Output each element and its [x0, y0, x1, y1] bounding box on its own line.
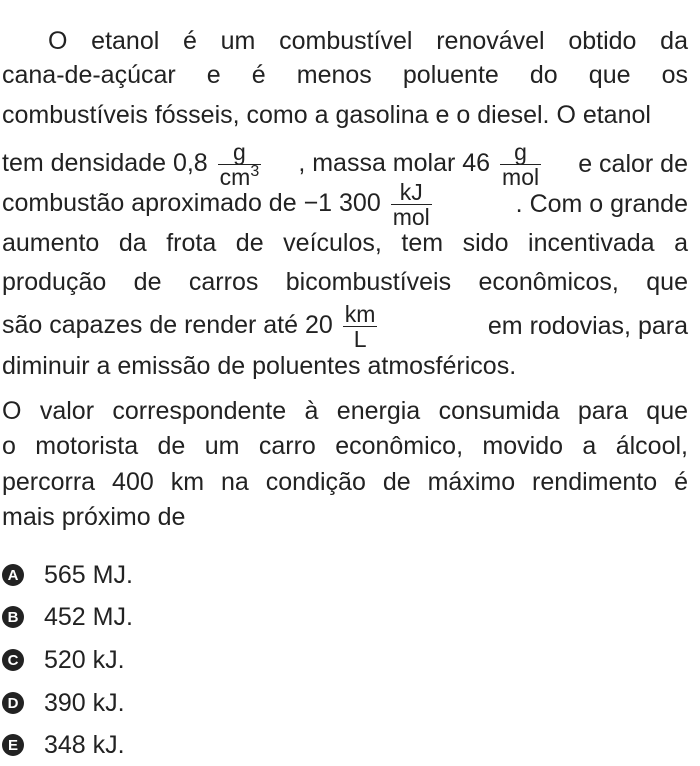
unit-base: cm	[219, 163, 251, 190]
text-line	[2, 176, 688, 232]
text-line: mais próximo de	[2, 503, 186, 531]
fraction-numerator: km	[344, 300, 376, 327]
unit-exponent: 3	[250, 162, 260, 180]
text-segment: em rodovias, para	[487, 312, 688, 340]
option-d[interactable]	[2, 688, 125, 718]
text-segment: . Com o grande	[515, 190, 688, 218]
text-line: combustíveis fósseis, como a gasolina e o diesel. O etanol	[2, 101, 651, 129]
option-text: 452 MJ.	[44, 602, 133, 631]
fraction-efficiency	[343, 302, 378, 351]
text-line: percorra 400 km na condição de máximo rendimento é	[2, 468, 688, 496]
option-letter-badge: D	[2, 692, 24, 714]
option-e[interactable]	[2, 730, 125, 760]
option-letter-badge: C	[2, 649, 24, 671]
text-line	[2, 298, 688, 354]
fraction-numerator: g	[218, 140, 262, 165]
option-text: 348 kJ.	[44, 730, 125, 759]
text-line: diminuir a emissão de poluentes atmosféricos.	[2, 352, 517, 380]
fraction-numerator: g	[500, 140, 541, 165]
fraction-denominator: mol	[502, 163, 540, 190]
text-line: aumento da frota de veículos, tem sido incentivada a	[2, 229, 688, 257]
option-text: 565 MJ.	[44, 560, 133, 589]
option-letter-badge: B	[2, 606, 24, 628]
text-segment	[2, 180, 435, 229]
option-b[interactable]	[2, 602, 133, 632]
text-segment: são capazes de render até 20	[2, 310, 333, 339]
text-line: O etanol é um combustível renovável obtido da	[48, 27, 688, 55]
option-a[interactable]	[2, 560, 133, 590]
fraction-denominator: mol	[392, 203, 430, 230]
text-line: O valor correspondente à energia consumida para que	[2, 397, 688, 425]
text-segment: , massa molar 46	[298, 148, 491, 177]
fraction-numerator: kJ	[391, 180, 432, 205]
text-segment: combustão aproximado de −1 300	[2, 188, 381, 217]
text-line: cana-de-açúcar e é menos poluente do que os	[2, 61, 688, 89]
option-letter-badge: E	[2, 734, 24, 756]
text-line: produção de carros bicombustíveis econômicos, que	[2, 268, 688, 296]
text-segment: tem densidade 0,8	[2, 148, 208, 177]
text-segment	[2, 302, 380, 351]
option-letter-badge: A	[2, 564, 24, 586]
text-segment: e calor de	[578, 150, 688, 178]
option-text: 520 kJ.	[44, 645, 125, 674]
option-c[interactable]	[2, 645, 125, 675]
text-line: o motorista de um carro econômico, movido a álcool,	[2, 432, 688, 460]
option-text: 390 kJ.	[44, 688, 125, 717]
fraction-combustion-heat	[391, 180, 432, 229]
fraction-denominator: L	[353, 325, 367, 352]
